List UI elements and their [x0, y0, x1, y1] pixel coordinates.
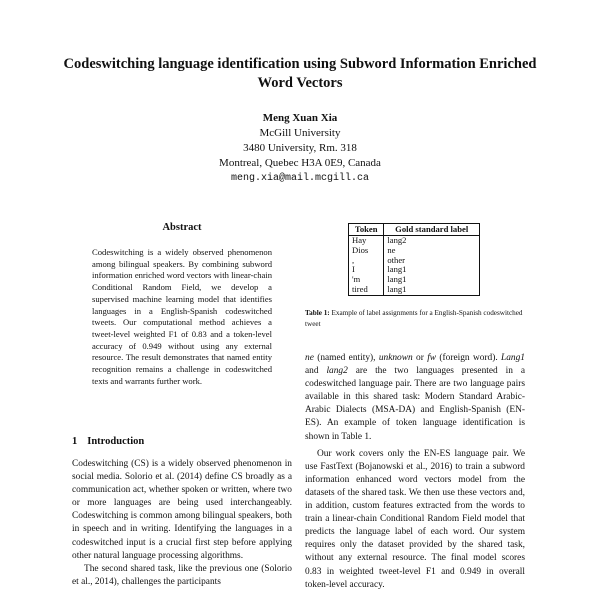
table-row — [349, 256, 480, 266]
author-name: Meng Xuan Xia — [262, 112, 338, 124]
table-caption-text: Example of label assignments for a English-Spanish codeswitched tweet — [305, 309, 523, 328]
section-heading-introduction — [72, 436, 144, 447]
table-cell-label: lang2 — [384, 236, 480, 246]
table-cell-token: 'm — [349, 275, 384, 285]
table-1 — [348, 223, 480, 296]
term-fw: fw — [427, 353, 437, 363]
label-table — [348, 223, 480, 296]
table-row — [349, 246, 480, 256]
term-ne: ne — [305, 353, 314, 363]
table-cell-label: lang1 — [384, 265, 480, 275]
table-cell-token: I — [349, 265, 384, 275]
table-row — [349, 285, 480, 295]
table-cell-token: , — [349, 256, 384, 266]
text-run: and — [305, 366, 327, 377]
right-paragraph-2: Our work covers only the EN-ES language pair. We use FastText (Bojanowski et al., 2016) to train a subword information enhanced word vectors model from the datasets of the shared task. We then use these vectors and, in addition, custom features extracted from the words to train a linear-chain Conditional Random Field model that predicts the language label of each word. Our system requires only the dataset provided by the shared task, without any external resource. The final model scores 0.83 in weighted tweet-level F1 and 0.949 in overall token-level accuracy. — [305, 448, 525, 590]
table-cell-token: tired — [349, 285, 384, 295]
table-cell-token: Dios — [349, 246, 384, 256]
table-cell-label: other — [384, 256, 480, 266]
table-header-label: Gold standard label — [384, 224, 480, 236]
introduction-body — [72, 458, 292, 589]
author-address-line2: Montreal, Quebec H3A 0E9, Canada — [219, 157, 381, 169]
term-lang2: lang2 — [326, 366, 348, 377]
table-caption-label: Table 1: — [305, 309, 330, 317]
text-run: (foreign word). — [436, 353, 502, 363]
abstract-heading: Abstract — [162, 222, 202, 233]
right-paragraph-1 — [305, 352, 525, 444]
term-lang1: Lang1 — [501, 353, 525, 363]
table-caption — [305, 308, 527, 329]
intro-paragraph-1: Codeswitching (CS) is a widely observed phenomenon in social media. Solorio et al. (2014) define CS broadly as a communication act, whether spoken or written, where two or more languages are being used interchangeably. Codeswitching is common among bilingual speakers, both in speech and in writing. Identifying the languages in a codeswitched input is a crucial first step before applying other natural language processing algorithms. — [72, 459, 292, 561]
table-row — [349, 236, 480, 246]
paper-title: Codeswitching language identification using Subword Information Enriched Word Vectors — [63, 56, 537, 91]
text-run: (named entity), — [313, 353, 379, 363]
table-header-token: Token — [349, 224, 384, 236]
table-row — [349, 275, 480, 285]
author-block — [150, 111, 450, 186]
author-email[interactable]: meng.xia@mail.mcgill.ca — [230, 173, 370, 184]
section-title: Introduction — [87, 436, 145, 447]
table-cell-label: ne — [384, 246, 480, 256]
intro-paragraph-2: The second shared task, like the previous one (Solorio et al., 2014), challenges the participants — [72, 563, 292, 587]
author-affiliation: McGill University — [259, 127, 341, 139]
text-run: or — [412, 353, 428, 363]
term-unknown: unknown — [378, 353, 413, 363]
abstract-text: Codeswitching is a widely observed phenomenon among bilingual speakers. By combining subword information enriched word vectors with linear-chain Conditional Random Field, we develop a supervised machine learning model that identifies languages in a English-Spanish codeswitched tweets. Our computational method achieves a tweet-level weighted F1 of 0.83 and a token-level accuracy of 0.949 without using any external resource. The result demonstrates that named entity recognition remains a challenge in codeswitched texts and warrants further work. — [92, 247, 272, 386]
author-address-line1: 3480 University, Rm. 318 — [243, 142, 357, 154]
right-column-body — [305, 352, 525, 592]
abstract-section — [72, 222, 292, 387]
text-run: are the two languages presented in a codeswitched language pair. There are two language pairs available in this shared task: Modern Standard Arabic-Arabic Dialects (MSA-DA) and English-Spanish (EN-ES). An example of token language identification is shown in Table 1. — [305, 366, 525, 442]
table-cell-token: Hay — [349, 236, 384, 246]
table-row — [349, 265, 480, 275]
section-number: 1 — [72, 436, 78, 447]
table-cell-label: lang1 — [384, 275, 480, 285]
table-cell-label: lang1 — [384, 285, 480, 295]
